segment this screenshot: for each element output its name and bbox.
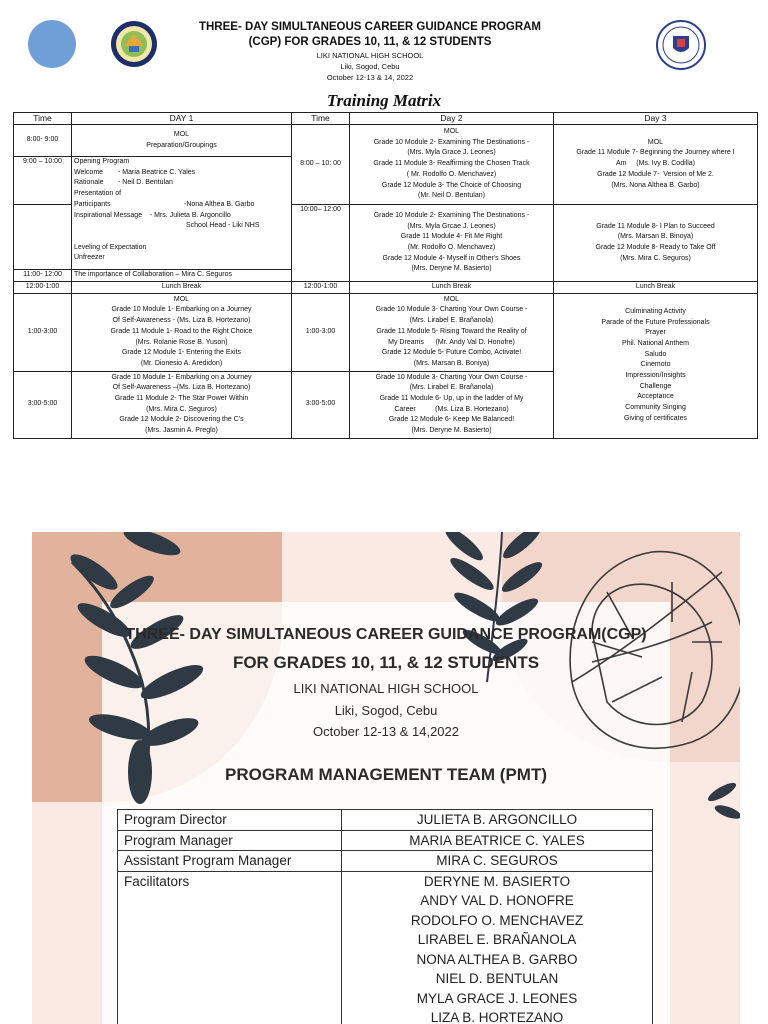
blue-circle-logo — [28, 20, 76, 68]
cell-line: (Mrs. Lirabel E. Brañanola) — [409, 384, 494, 392]
cell-line: Grade 12 Module 8- Ready to Take Off — [595, 244, 716, 251]
time-cell: 9:00 – 10:00 — [14, 157, 72, 205]
day1-cell — [72, 293, 292, 371]
cell-line: Challenge — [639, 382, 672, 390]
facilitator-name: NONA ALTHEA B. GARBO — [416, 951, 578, 967]
lunch-cell: Lunch Break — [72, 282, 292, 294]
cell-line: MOL — [647, 138, 664, 146]
school-seal-left-icon — [110, 20, 158, 68]
cell-line: (Mrs. Deryne M. Basierto) — [411, 265, 492, 273]
cell-line: Grade 11 Module 6- Up, up in the ladder of My — [379, 395, 524, 402]
cell-line: Acceptance — [637, 393, 674, 401]
cell-line: MOL — [443, 128, 460, 136]
cell-value: - Neil D. Bentulan — [118, 179, 173, 187]
header-place: Liki, Sogod, Cebu — [340, 62, 400, 71]
cell-line: Grade 10 Module 3- Charting Your Own Course - — [375, 306, 528, 314]
time-cell: 10:00– 12:00 — [292, 205, 350, 282]
name-cell: JULIETA B. ARGONCILLO — [342, 810, 653, 831]
day1-opening-cell — [72, 157, 292, 270]
matrix-header-day1: DAY 1 — [72, 113, 292, 125]
table-row — [118, 871, 653, 1024]
cell-line: (Mrs. Myla Grcae J. Leones) — [407, 222, 496, 230]
cell-line: Unfreezer — [74, 254, 105, 262]
cell-line — [74, 178, 289, 189]
pmt-flyer — [32, 532, 740, 1024]
matrix-header-time: Time — [14, 113, 72, 125]
cell-line: Grade 10 Module 1- Embarking on a Journey — [111, 373, 252, 381]
cell-line: Grade 12 Module 7- Version of Me 2. — [597, 170, 714, 178]
cell-value: -Nona Althea B. Garbo — [184, 200, 255, 208]
cell-line: Grade 10 Module 2- Examining The Destinations - — [373, 211, 530, 219]
day2-cell — [350, 205, 554, 282]
cell-line — [74, 168, 289, 179]
cell-line: (Mrs. Marsan B. Binoya) — [617, 233, 694, 241]
facilitator-name: LIZA B. HORTEZANO — [430, 1010, 564, 1024]
cell-line — [74, 232, 289, 243]
day1-cell — [72, 371, 292, 438]
time-cell: 8:00- 9:00 — [14, 125, 72, 157]
table-row — [118, 851, 653, 872]
cell-line: Prayer — [645, 329, 666, 337]
time-cell: 12:00-1:00 — [14, 282, 72, 294]
role-cell: Program Director — [118, 810, 342, 831]
cell-line: Grade 12 Module 6- Keep Me Balanced! — [388, 416, 515, 424]
cell-line: Grade 10 Module 2- Examining The Destinations - — [373, 138, 530, 146]
day1-cell — [72, 125, 292, 157]
cell-line: (Mr. Neil D. Bentulan) — [418, 192, 485, 200]
table-row — [118, 830, 653, 851]
cell-line: My Dreams (Mr. Andy Val D. Honofre) — [388, 338, 515, 346]
cell-line: (Mrs. Mira C. Seguros) — [146, 405, 217, 413]
role-cell: Assistant Program Manager — [118, 851, 342, 872]
cell-line: (Mrs. Jasmin A. Preglo) — [145, 427, 218, 435]
cell-line: Leveling of Expectation — [74, 243, 147, 251]
cell-line: (Mrs. Marsan B. Boniya) — [413, 359, 490, 367]
cell-line: Grade 11 Module 5- Rising Toward the Reality of — [376, 327, 527, 335]
cell-line: Grade 10 Module 3- Charting Your Own Course - — [375, 373, 528, 381]
cell-line: Grade 11 Module 7- Beginning the Journey where I — [576, 149, 735, 157]
flyer-place: Liki, Sogod, Cebu — [334, 703, 438, 718]
cell-line: Grade 10 Module 1- Embarking on a Journey — [111, 306, 252, 314]
day3-cell — [554, 125, 758, 205]
cell-line: (Mrs. Lirabel E. Brañanola) — [409, 317, 494, 325]
cell-line: Of Self-Awareness - (Ms. Liza B. Hortezano) — [112, 317, 251, 325]
cell-line: MOL — [173, 295, 190, 303]
facilitators-cell — [342, 871, 653, 1024]
cell-label: Rationale — [74, 179, 104, 187]
time-cell — [14, 205, 72, 270]
cell-line: Grade 11 Module 2- The Star Power Within — [114, 395, 249, 402]
matrix-header-row — [14, 113, 758, 125]
cell-line: Inspirational Message - Mrs. Julieta B. Argoncillo — [74, 211, 231, 219]
matrix-header-time: Time — [292, 113, 350, 125]
time-cell: 1:00-3:00 — [14, 293, 72, 371]
cell-line: Of Self-Awareness –(Ms. Liza B. Hortezano) — [112, 384, 251, 392]
cell-line: (Mrs. Deryne M. Basierto) — [411, 427, 492, 435]
time-cell: 12:00-1:00 — [292, 282, 350, 294]
pmt-title: PROGRAM MANAGEMENT TEAM (PMT) — [224, 765, 548, 784]
time-cell: 3:00-5:00 — [292, 371, 350, 438]
facilitator-name: MYLA GRACE J. LEONES — [416, 990, 578, 1006]
day3-cell — [554, 205, 758, 282]
deped-seal-right-icon — [656, 20, 706, 70]
header-date: October 12-13 & 14, 2022 — [326, 73, 414, 82]
flyer-title-line1: THREE- DAY SIMULTANEOUS CAREER GUIDANCE PROGRAM(CGP) — [125, 626, 647, 643]
cell-line — [74, 200, 289, 211]
table-row — [14, 282, 758, 294]
cell-line: Parade of the Future Professionals — [601, 318, 710, 326]
header-text-block — [170, 20, 570, 83]
cell-line: Grade 12 Module 4- Myself in Other's Shoes — [382, 254, 521, 262]
facilitator-name: ANDY VAL D. HONOFRE — [420, 893, 574, 908]
cell-line: Grade 12 Module 3- The Choice of Choosing — [381, 181, 522, 189]
training-matrix-table — [13, 112, 758, 439]
facilitator-name: LIRABEL E. BRAÑANOLA — [417, 932, 577, 947]
time-cell: 1:00-3:00 — [292, 293, 350, 371]
cell-label: Participants — [74, 200, 111, 208]
pmt-table — [117, 809, 653, 1024]
cell-line: Presentation of — [74, 190, 122, 198]
flyer-date: October 12-13 & 14,2022 — [313, 724, 459, 739]
header-school: LIKI NATIONAL HIGH SCHOOL — [316, 51, 424, 60]
cell-line: Opening Program — [74, 158, 130, 165]
lunch-cell: Lunch Break — [554, 282, 758, 294]
cell-line: Impression/Insights — [625, 372, 686, 380]
cell-label: Welcome — [74, 168, 104, 176]
role-cell: Program Manager — [118, 830, 342, 851]
matrix-header-day3: Day 3 — [554, 113, 758, 125]
header-title-line2: (CGP) FOR GRADES 10, 11, & 12 STUDENTS — [248, 36, 492, 48]
lunch-cell: Lunch Break — [350, 282, 554, 294]
time-cell: 3:00-5:00 — [14, 371, 72, 438]
table-row — [14, 293, 758, 371]
cell-line: Grade 12 Module 5- Future Combo, Activate! — [381, 349, 522, 357]
cell-line: Saludo — [644, 350, 667, 358]
cell-line: (Mrs. Mira C. Seguros) — [620, 254, 691, 262]
matrix-header-day2: Day 2 — [350, 113, 554, 125]
day2-cell — [350, 371, 554, 438]
facilitator-name: RODOLFO O. MENCHAVEZ — [410, 912, 584, 928]
cell-line: Grade 11 Module 4- Fit Me Right — [400, 233, 503, 241]
cell-line: School Head - Liki NHS — [186, 222, 260, 230]
time-cell: 8:00 – 10: 00 — [292, 125, 350, 205]
cell-line: Phil. National Anthem — [622, 339, 689, 347]
cell-line: Am (Ms. Ivy B. Codilla) — [616, 160, 695, 168]
name-cell: MIRA C. SEGUROS — [342, 851, 653, 872]
cell-value: - Maria Beatrice C. Yales — [118, 168, 196, 176]
header-title-line1: THREE- DAY SIMULTANEOUS CAREER GUIDANCE PROGRAM — [198, 21, 542, 33]
cell-line: (Mrs. Myla Grace J. Leones) — [407, 149, 496, 157]
document-header — [0, 0, 768, 110]
cell-line: (Mrs. Rolanie Rose B. Yuson) — [135, 338, 228, 346]
table-row — [118, 810, 653, 831]
day3-cell — [554, 293, 758, 438]
cell-line: (Mrs. Nona Althea B. Garbo) — [611, 181, 700, 189]
cell-line: Career (Ms. Liza B. Hortezano) — [394, 405, 509, 413]
cell-line: MOL — [173, 130, 190, 138]
cell-line: Preparation/Groupings — [146, 141, 217, 149]
training-matrix-title: Training Matrix — [326, 91, 442, 110]
flyer-school: LIKI NATIONAL HIGH SCHOOL — [293, 681, 479, 696]
cell-line: Culminating Activity — [625, 307, 686, 315]
name-cell: MARIA BEATRICE C. YALES — [342, 830, 653, 851]
time-cell: 11:00- 12:00 — [14, 270, 72, 282]
table-row — [14, 125, 758, 157]
cell-line: Grade 12 Module 1- Entering the Exits — [121, 349, 242, 357]
flyer-title-line2: FOR GRADES 10, 11, & 12 STUDENTS — [232, 653, 540, 672]
facilitator-name: DERYNE M. BASIERTO — [423, 873, 571, 889]
cell-line: Giving of certificates — [623, 414, 688, 422]
cell-line: Community Singing — [625, 404, 686, 412]
role-cell: Facilitators — [118, 871, 342, 1024]
cell-line: Grade 11 Module 3- Reaffirming the Chosen Track — [373, 160, 530, 168]
day1-cell: The importance of Collaboration – Mira C. Seguros — [72, 270, 292, 282]
cell-line: (Mr. Rodolfo O. Menchavez) — [407, 244, 496, 251]
cell-line: Grade 12 Module 2- Discovering the C's — [119, 416, 244, 424]
day2-cell — [350, 125, 554, 205]
day2-cell — [350, 293, 554, 371]
facilitator-name: NIEL D. BENTULAN — [435, 971, 559, 986]
cell-line: ( Mr. Rodolfo O. Menchavez) — [406, 170, 497, 178]
cell-line: Grade 11 Module 8- I Plan to Succeed — [596, 222, 715, 230]
cell-line: Cinemoto — [640, 361, 671, 369]
cell-line: MOL — [443, 295, 460, 303]
cell-line: Grade 11 Module 1- Road to the Right Choice — [110, 327, 253, 335]
cell-line: (Mr. Dionesio A. Aredidon) — [140, 359, 223, 367]
